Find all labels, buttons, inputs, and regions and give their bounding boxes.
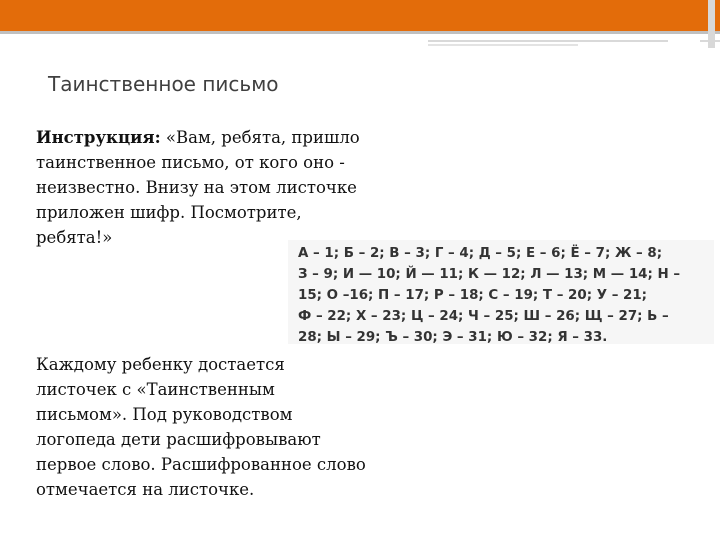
decorative-line bbox=[428, 40, 668, 42]
cipher-line: З – 9; И — 10; Й — 11; К — 12; Л — 13; М — 14; Н – bbox=[298, 267, 681, 282]
cipher-line: 15; О –16; П – 17; Р – 18; С – 19; Т – 20; У – 21; bbox=[298, 288, 648, 303]
header-rule bbox=[0, 31, 720, 34]
cipher-line: А – 1; Б – 2; В – 3; Г – 4; Д – 5; Е – 6; Ё – 7; Ж – 8; bbox=[298, 246, 663, 261]
cipher-table bbox=[298, 243, 710, 343]
instruction-text: «Вам, ребята, пришло таинственное письмо, от кого оно - неизвестно. Внизу на этом листочке приложен шифр. Посмотрите, ребята!» bbox=[36, 128, 360, 247]
decorative-bar bbox=[708, 0, 715, 48]
cipher-line: 28; Ы – 29; Ъ – 30; Э – 31; Ю – 32; Я – 33. bbox=[298, 330, 608, 345]
instruction-paragraph bbox=[36, 125, 366, 250]
slide-title: Таинственное письмо bbox=[48, 72, 279, 96]
cipher-line: Ф – 22; Х – 23; Ц – 24; Ч – 25; Ш – 26; Щ – 27; Ь – bbox=[298, 309, 669, 324]
instruction-label: Инструкция: bbox=[36, 128, 161, 147]
description-paragraph: Каждому ребенку достается листочек с «Таинственным письмом». Под руководством логопеда дети расшифровывают первое слово. Расшифрованное слово отмечается на листочке. bbox=[36, 355, 366, 499]
decorative-line bbox=[428, 44, 578, 46]
header-bar bbox=[0, 0, 720, 31]
